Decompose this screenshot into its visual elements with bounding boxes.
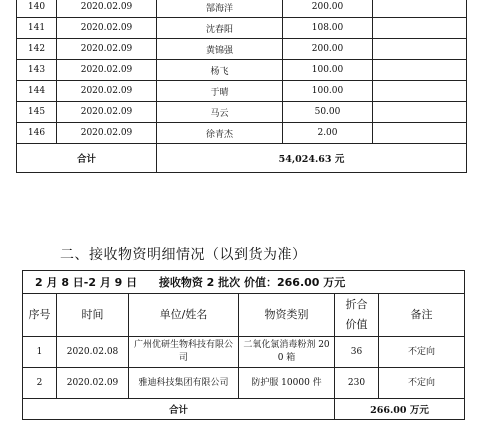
total-row	[23, 399, 465, 420]
date-range: 2 月 8 日-2 月 9 日	[35, 276, 138, 289]
row-amount: 200.00	[283, 0, 373, 18]
row-name: 马云	[157, 102, 283, 123]
row-time: 2020.02.08	[57, 337, 129, 368]
header-note: 备注	[379, 294, 465, 337]
table-row	[23, 337, 465, 368]
row-date: 2020.02.09	[57, 0, 157, 18]
table-row	[23, 368, 465, 399]
row-date: 2020.02.09	[57, 18, 157, 39]
row-price: 36	[335, 337, 379, 368]
row-blank	[373, 60, 467, 81]
row-time: 2020.02.09	[57, 368, 129, 399]
received-materials-table	[22, 270, 465, 420]
row-date: 2020.02.09	[57, 123, 157, 144]
header-price-line1: 折合	[345, 298, 368, 311]
header-time: 时间	[57, 294, 129, 337]
row-amount: 50.00	[283, 102, 373, 123]
total-value: 266.00 万元	[335, 399, 465, 420]
row-blank	[373, 0, 467, 18]
table-row	[17, 60, 467, 81]
row-number: 145	[17, 102, 57, 123]
row-unit: 雅迪科技集团有限公司	[129, 368, 239, 399]
row-number: 146	[17, 123, 57, 144]
row-date: 2020.02.09	[57, 81, 157, 102]
total-label: 合计	[23, 399, 335, 420]
row-number: 140	[17, 0, 57, 18]
row-name: 于晴	[157, 81, 283, 102]
row-amount: 200.00	[283, 39, 373, 60]
table-row	[17, 18, 467, 39]
table-row	[17, 39, 467, 60]
header-price-line2: 价值	[345, 318, 368, 331]
row-amount: 100.00	[283, 60, 373, 81]
total-value: 54,024.63 元	[157, 144, 467, 173]
summary-banner	[23, 271, 465, 294]
row-blank	[373, 81, 467, 102]
row-number: 144	[17, 81, 57, 102]
row-note: 不定向	[379, 368, 465, 399]
batch-summary: 接收物资 2 批次 价值：266.00 万元	[158, 276, 346, 289]
header-row	[23, 294, 465, 337]
row-amount: 100.00	[283, 81, 373, 102]
row-date: 2020.02.09	[57, 102, 157, 123]
row-name: 郜海洋	[157, 0, 283, 18]
donations-table	[16, 0, 467, 173]
row-amount: 2.00	[283, 123, 373, 144]
row-price: 230	[335, 368, 379, 399]
row-blank	[373, 39, 467, 60]
row-number: 2	[23, 368, 57, 399]
header-unit: 单位/姓名	[129, 294, 239, 337]
row-unit: 广州优研生物科技有限公司	[129, 337, 239, 368]
total-label: 合计	[17, 144, 157, 173]
row-name: 黄锦强	[157, 39, 283, 60]
row-number: 1	[23, 337, 57, 368]
row-note: 不定向	[379, 337, 465, 368]
row-amount: 108.00	[283, 18, 373, 39]
table-row	[17, 81, 467, 102]
section-title: 二、接收物资明细情况（以到货为准）	[60, 247, 307, 263]
header-no: 序号	[23, 294, 57, 337]
row-number: 141	[17, 18, 57, 39]
row-name: 杨飞	[157, 60, 283, 81]
total-row	[17, 144, 467, 173]
row-number: 143	[17, 60, 57, 81]
table-row	[17, 123, 467, 144]
table-row	[17, 102, 467, 123]
table-row	[17, 0, 467, 18]
row-name: 沈春阳	[157, 18, 283, 39]
row-category: 二氧化氯消毒粉剂 200 箱	[239, 337, 335, 368]
row-blank	[373, 18, 467, 39]
row-blank	[373, 102, 467, 123]
row-name: 徐青杰	[157, 123, 283, 144]
row-blank	[373, 123, 467, 144]
header-price	[335, 294, 379, 337]
row-number: 142	[17, 39, 57, 60]
row-category: 防护服 10000 件	[239, 368, 335, 399]
row-date: 2020.02.09	[57, 60, 157, 81]
row-date: 2020.02.09	[57, 39, 157, 60]
header-category: 物资类别	[239, 294, 335, 337]
